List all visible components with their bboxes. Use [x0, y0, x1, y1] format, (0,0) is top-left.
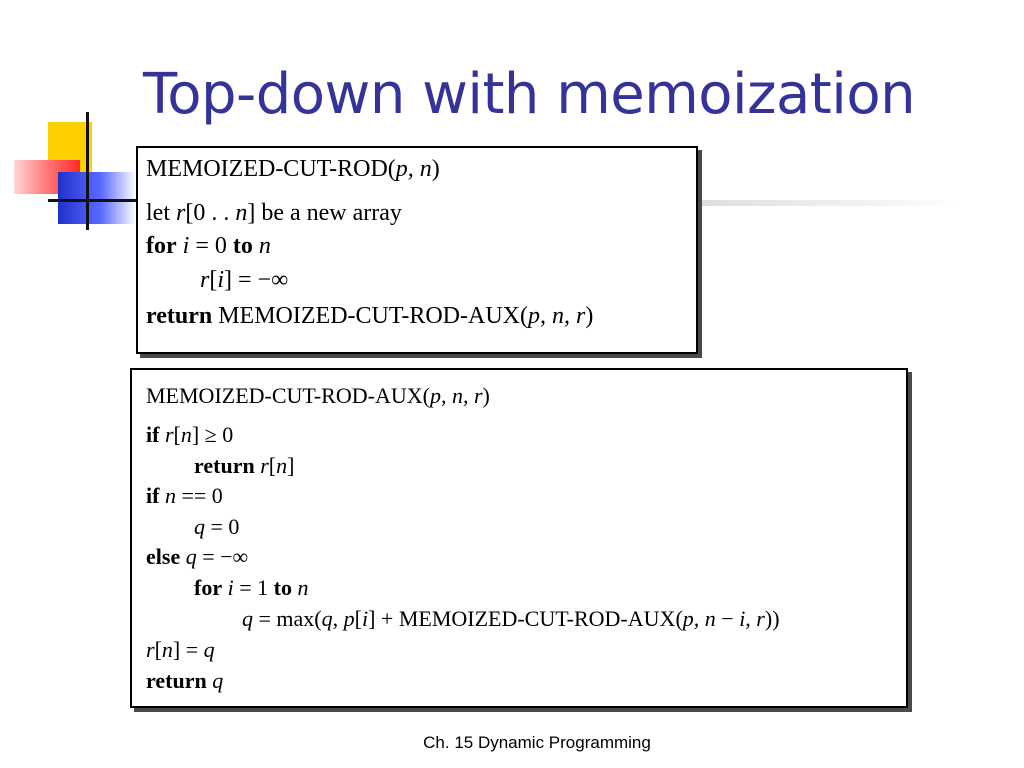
- paren-close: ): [431, 156, 440, 182]
- code-var: q: [185, 544, 197, 569]
- code-text: ] be a new array: [247, 200, 402, 226]
- code-text: ]: [287, 453, 295, 478]
- code-text: [: [268, 453, 277, 478]
- keyword-for: for: [146, 233, 177, 259]
- paren-open: (: [422, 383, 430, 408]
- code-var: r: [146, 637, 155, 662]
- code-var: r: [164, 422, 174, 447]
- code-text: [: [354, 606, 362, 631]
- code-line-if-memo: [146, 422, 233, 448]
- params: i, r: [739, 606, 765, 631]
- code-text: ] = −∞: [224, 267, 289, 293]
- procedure-name: MEMOIZED-CUT-ROD-AUX: [218, 303, 520, 329]
- procedure-name: MEMOIZED-CUT-ROD: [146, 156, 388, 182]
- slide-title: Top-down with memoization: [143, 62, 916, 127]
- code-text: = −∞: [196, 544, 249, 569]
- code-var: i: [361, 606, 369, 631]
- code-var: q: [321, 606, 333, 631]
- code-var: n: [276, 453, 288, 478]
- code-text: −: [715, 606, 740, 631]
- procedure-name: MEMOIZED-CUT-ROD-AUX: [398, 606, 676, 631]
- keyword-return: return: [194, 453, 255, 478]
- code-var: i: [217, 267, 225, 293]
- code-var: n: [164, 483, 176, 508]
- params: p, n, r: [429, 383, 483, 408]
- decorative-blue-square: [58, 172, 136, 224]
- code-var: n: [235, 200, 248, 226]
- code-var: p: [343, 606, 355, 631]
- paren-open: (: [387, 156, 396, 182]
- keyword-return: return: [146, 303, 213, 329]
- code-line-header: [146, 156, 440, 183]
- code-text: [0 . .: [185, 200, 236, 226]
- code-var: i: [182, 233, 190, 259]
- params: p, n, r: [527, 303, 586, 329]
- slide-footer: Ch. 15 Dynamic Programming: [423, 733, 651, 752]
- code-var: r: [200, 267, 210, 293]
- code-line-return-q: [146, 668, 223, 694]
- keyword-else: else: [146, 544, 181, 569]
- code-line-if-zero: [146, 483, 223, 509]
- keyword-to: to: [273, 575, 292, 600]
- code-line-assign: [200, 267, 288, 294]
- code-text: = 0: [189, 233, 233, 259]
- memoized-cut-rod-aux-code-box: [130, 368, 908, 708]
- paren-open: (: [675, 606, 683, 631]
- paren-open: (: [519, 303, 528, 329]
- code-line-let: [146, 200, 402, 227]
- code-text: ,: [332, 606, 344, 631]
- memoized-cut-rod-code-box: [136, 146, 698, 354]
- code-var: n: [297, 575, 309, 600]
- paren-close: )): [764, 606, 780, 631]
- code-line-q-zero: [194, 514, 239, 540]
- code-line-max: [242, 606, 780, 632]
- keyword-for: for: [194, 575, 223, 600]
- keyword-if: if: [146, 483, 160, 508]
- code-text: [: [154, 637, 162, 662]
- code-var: q: [203, 637, 215, 662]
- keyword-if: if: [146, 422, 160, 447]
- code-text: ] +: [368, 606, 399, 631]
- code-text: = 1: [233, 575, 274, 600]
- code-text: ] ≥ 0: [191, 422, 234, 447]
- procedure-name: MEMOIZED-CUT-ROD-AUX: [146, 383, 423, 408]
- keyword-to: to: [232, 233, 253, 259]
- keyword-return: return: [146, 668, 207, 693]
- code-text: [: [209, 267, 218, 293]
- code-var: q: [212, 668, 224, 693]
- params: p, n: [682, 606, 716, 631]
- code-line-return-memo: [194, 453, 294, 479]
- paren-close: ): [482, 383, 490, 408]
- code-var: r: [176, 200, 186, 226]
- params: p, n: [395, 156, 432, 182]
- code-line-for: [194, 575, 308, 601]
- code-var: q: [242, 606, 253, 631]
- code-var: q: [194, 514, 205, 539]
- code-line-for: [146, 233, 271, 260]
- title-underline: [700, 200, 960, 206]
- code-var: n: [161, 637, 173, 662]
- code-line-header: [146, 383, 490, 409]
- paren-close: ): [585, 303, 594, 329]
- code-var: n: [180, 422, 192, 447]
- decorative-horizontal-line: [48, 199, 138, 202]
- code-text: = max(: [253, 606, 322, 631]
- code-var: r: [260, 453, 269, 478]
- code-line-return: [146, 303, 593, 330]
- code-line-else: [146, 544, 248, 570]
- code-text: = 0: [205, 514, 240, 539]
- code-text: == 0: [175, 483, 223, 508]
- code-line-store: [146, 637, 215, 663]
- code-var: i: [227, 575, 234, 600]
- code-text: let: [146, 200, 176, 226]
- code-text: ] =: [172, 637, 204, 662]
- code-var: n: [258, 233, 271, 259]
- decorative-vertical-line: [86, 112, 89, 230]
- code-text: [: [173, 422, 181, 447]
